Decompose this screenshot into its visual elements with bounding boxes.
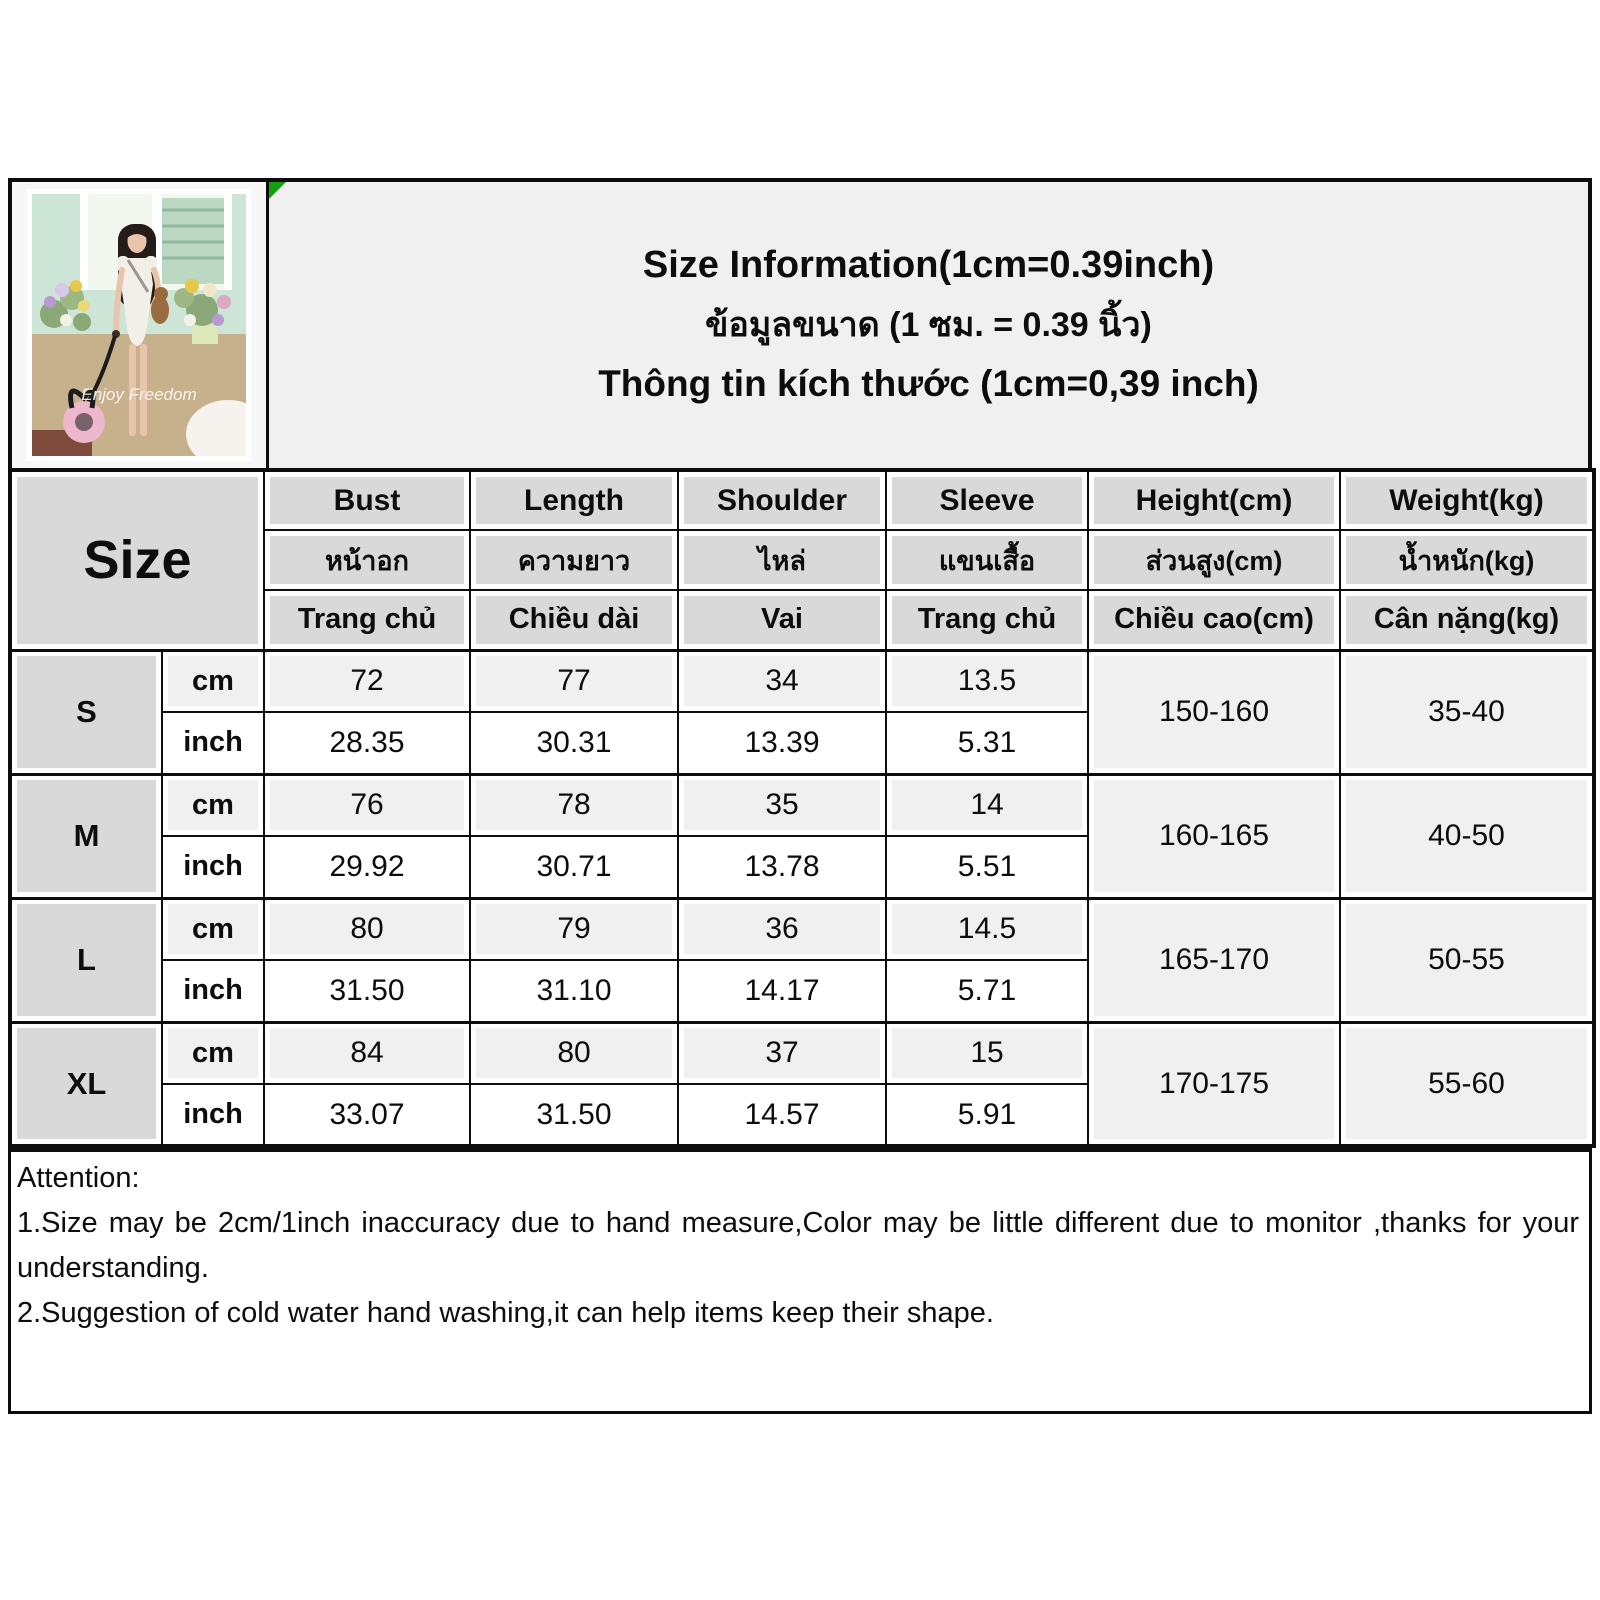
top-header-section [8, 178, 1592, 468]
col-header-shoulder-th: ไหล่ [678, 530, 886, 590]
cell-xl-weight: 55-60 [1340, 1022, 1594, 1146]
cell-m-cm-shoulder: 35 [678, 774, 886, 836]
cell-l-inch-shoulder: 14.17 [678, 960, 886, 1022]
photo-watermark: Enjoy Freedom [81, 385, 197, 404]
unit-s-cm: cm [162, 650, 264, 712]
size-row-xl-label: XL [10, 1022, 162, 1146]
col-header-shoulder-vi: Vai [678, 590, 886, 650]
size-table [8, 468, 1596, 1148]
cell-m-cm-sleeve: 14 [886, 774, 1088, 836]
cell-s-inch-shoulder: 13.39 [678, 712, 886, 774]
size-row-l-label: L [10, 898, 162, 1022]
product-photo-cell [12, 182, 269, 468]
cell-s-inch-sleeve: 5.31 [886, 712, 1088, 774]
unit-l-cm: cm [162, 898, 264, 960]
cell-m-cm-bust: 76 [264, 774, 470, 836]
col-header-length-th: ความยาว [470, 530, 678, 590]
cell-m-inch-shoulder: 13.78 [678, 836, 886, 898]
cell-m-inch-bust: 29.92 [264, 836, 470, 898]
cell-l-height: 165-170 [1088, 898, 1340, 1022]
size-header-cell: Size [10, 470, 264, 650]
cell-l-cm-bust: 80 [264, 898, 470, 960]
size-chart-sheet [8, 178, 1592, 1414]
cell-l-inch-length: 31.10 [470, 960, 678, 1022]
cell-s-inch-length: 30.31 [470, 712, 678, 774]
cell-m-inch-length: 30.71 [470, 836, 678, 898]
product-photo [32, 194, 246, 456]
cell-xl-cm-length: 80 [470, 1022, 678, 1084]
product-photo-frame [27, 189, 251, 461]
attention-heading: Attention: [17, 1162, 140, 1194]
title-thai: ข้อมูลขนาด (1 ซม. = 0.39 นิ้ว) [705, 305, 1152, 344]
cell-s-inch-bust: 28.35 [264, 712, 470, 774]
cell-l-cm-shoulder: 36 [678, 898, 886, 960]
cell-m-height: 160-165 [1088, 774, 1340, 898]
cell-xl-inch-length: 31.50 [470, 1084, 678, 1146]
unit-m-inch: inch [162, 836, 264, 898]
col-header-length-en: Length [470, 470, 678, 530]
cell-s-cm-sleeve: 13.5 [886, 650, 1088, 712]
col-header-height-vi: Chiều cao(cm) [1088, 590, 1340, 650]
cell-m-inch-sleeve: 5.51 [886, 836, 1088, 898]
title-cell [269, 182, 1588, 468]
attention-note-1: 1.Size may be 2cm/1inch inaccuracy due to hand measure,Color may be little different due to monitor ,thanks for your understanding. [17, 1206, 1579, 1284]
col-header-sleeve-th: แขนเสื้อ [886, 530, 1088, 590]
cell-xl-inch-shoulder: 14.57 [678, 1084, 886, 1146]
col-header-bust-en: Bust [264, 470, 470, 530]
unit-s-inch: inch [162, 712, 264, 774]
size-row-s-label: S [10, 650, 162, 774]
cell-l-cm-sleeve: 14.5 [886, 898, 1088, 960]
col-header-sleeve-vi: Trang chủ [886, 590, 1088, 650]
cell-m-weight: 40-50 [1340, 774, 1594, 898]
col-header-weight-en: Weight(kg) [1340, 470, 1594, 530]
unit-xl-cm: cm [162, 1022, 264, 1084]
attention-note-2: 2.Suggestion of cold water hand washing,it can help items keep their shape. [17, 1296, 994, 1329]
cell-l-cm-length: 79 [470, 898, 678, 960]
cell-l-weight: 50-55 [1340, 898, 1594, 1022]
col-header-bust-th: หน้าอก [264, 530, 470, 590]
cell-s-height: 150-160 [1088, 650, 1340, 774]
green-corner-marker-icon [269, 182, 286, 199]
col-header-sleeve-en: Sleeve [886, 470, 1088, 530]
unit-m-cm: cm [162, 774, 264, 836]
col-header-length-vi: Chiều dài [470, 590, 678, 650]
unit-l-inch: inch [162, 960, 264, 1022]
cell-s-weight: 35-40 [1340, 650, 1594, 774]
cell-l-inch-bust: 31.50 [264, 960, 470, 1022]
size-row-m-label: M [10, 774, 162, 898]
col-header-height-th: ส่วนสูง(cm) [1088, 530, 1340, 590]
cell-xl-cm-shoulder: 37 [678, 1022, 886, 1084]
cell-xl-inch-bust: 33.07 [264, 1084, 470, 1146]
col-header-weight-th: น้ำหนัก(kg) [1340, 530, 1594, 590]
col-header-height-en: Height(cm) [1088, 470, 1340, 530]
cell-s-cm-shoulder: 34 [678, 650, 886, 712]
cell-s-cm-length: 77 [470, 650, 678, 712]
cell-l-inch-sleeve: 5.71 [886, 960, 1088, 1022]
unit-xl-inch: inch [162, 1084, 264, 1146]
cell-m-cm-length: 78 [470, 774, 678, 836]
cell-xl-cm-bust: 84 [264, 1022, 470, 1084]
title-english: Size Information(1cm=0.39inch) [642, 244, 1215, 287]
col-header-weight-vi: Cân nặng(kg) [1340, 590, 1594, 650]
cell-xl-cm-sleeve: 15 [886, 1022, 1088, 1084]
cell-s-cm-bust: 72 [264, 650, 470, 712]
attention-box [8, 1148, 1592, 1414]
title-vietnamese: Thông tin kích thước (1cm=0,39 inch) [598, 363, 1259, 405]
cell-xl-inch-sleeve: 5.91 [886, 1084, 1088, 1146]
col-header-shoulder-en: Shoulder [678, 470, 886, 530]
cell-xl-height: 170-175 [1088, 1022, 1340, 1146]
col-header-bust-vi: Trang chủ [264, 590, 470, 650]
